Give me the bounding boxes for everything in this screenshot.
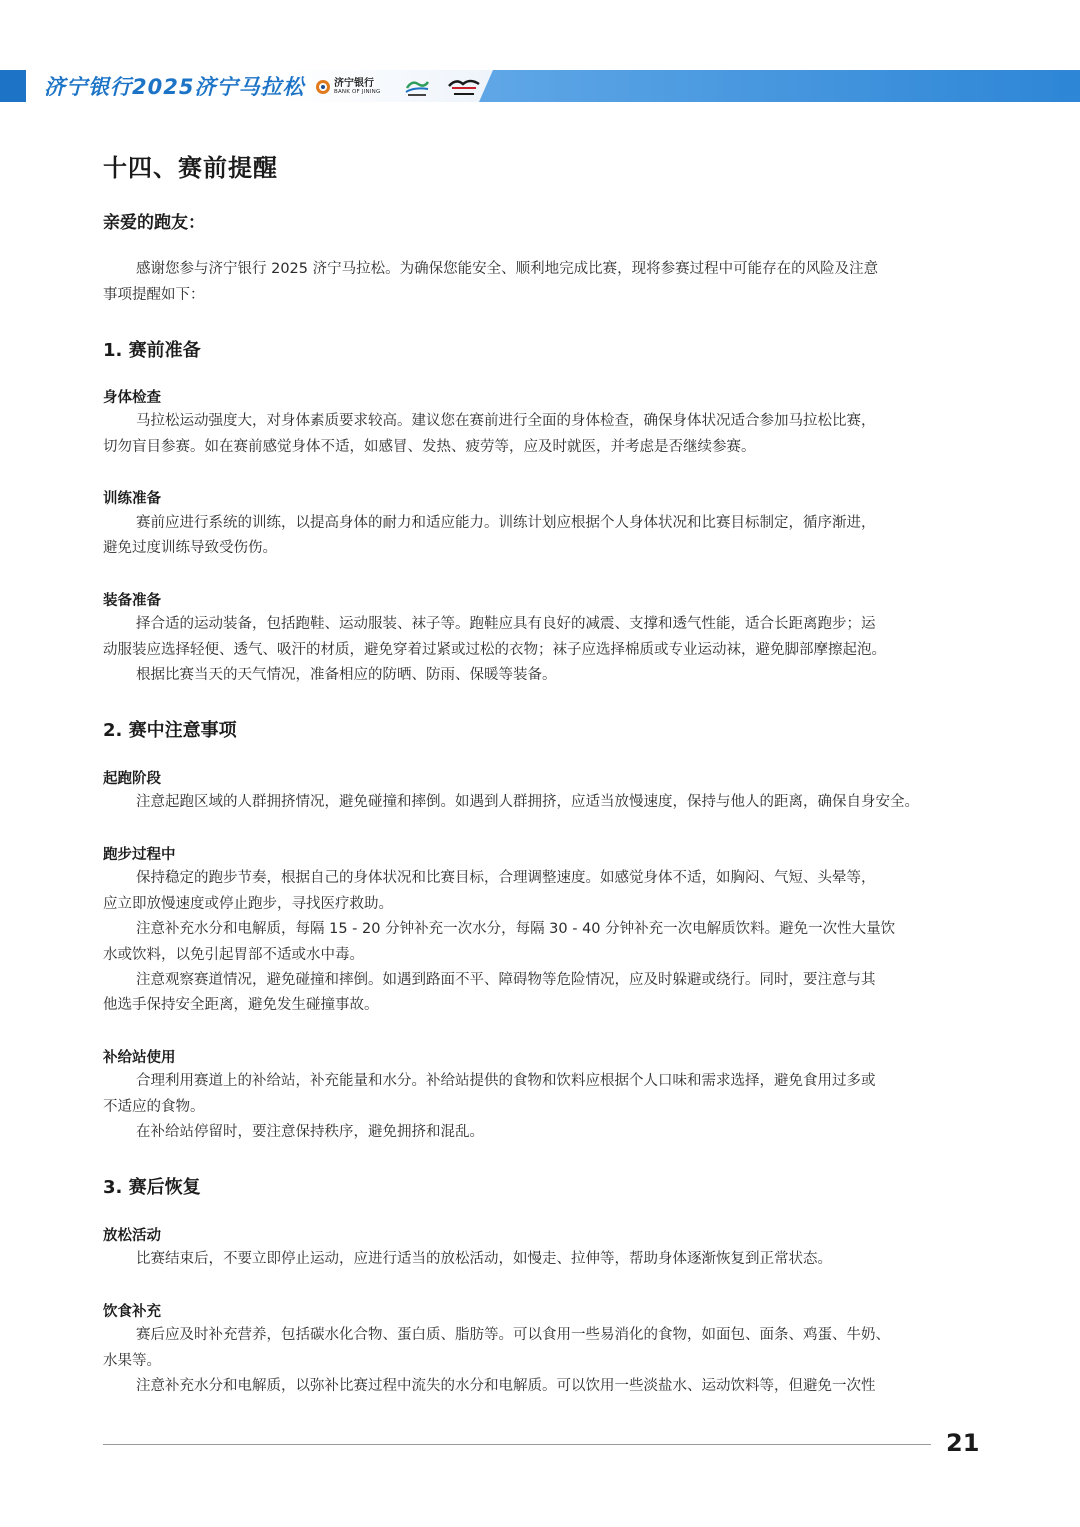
subsection-title: 补给站使用 — [103, 1050, 176, 1066]
paragraph-line: 保持稳定的跑步节奏，根据自己的身体状况和比赛目标，合理调整速度。如感觉身体不适，如胸闷、气短、头晕等， — [136, 870, 876, 886]
bank-logo — [316, 78, 386, 98]
subsection-title: 跑步过程中 — [103, 847, 176, 863]
subsection-title: 装备准备 — [103, 593, 161, 609]
paragraph-line: 马拉松运动强度大，对身体素质要求较高。建议您在赛前进行全面的身体检查，确保身体状况适合参加马拉松比赛， — [136, 413, 876, 429]
marathon-logo-icon — [446, 76, 482, 100]
intro-line: 事项提醒如下： — [103, 287, 205, 303]
paragraph-line: 他选手保持安全距离，避免发生碰撞事故。 — [103, 997, 379, 1013]
jining-tourism-logo-icon — [404, 76, 430, 100]
header-title: 济宁银行2025济宁马拉松 — [44, 75, 305, 99]
paragraph-line: 赛后应及时补充营养，包括碳水化合物、蛋白质、脂肪等。可以食用一些易消化的食物，如面包、面条、鸡蛋、牛奶、 — [136, 1327, 890, 1343]
paragraph-line: 避免过度训练导致受伤伤。 — [103, 540, 277, 556]
paragraph-line: 赛前应进行系统的训练，以提高身体的耐力和适应能力。训练计划应根据个人身体状况和比赛目标制定，循序渐进， — [136, 515, 876, 531]
paragraph-line: 注意补充水分和电解质，以弥补比赛过程中流失的水分和电解质。可以饮用一些淡盐水、运动饮料等，但避免一次性 — [136, 1378, 876, 1394]
bank-logo-cn: 济宁银行 — [334, 78, 374, 89]
subsection-title: 饮食补充 — [103, 1304, 161, 1320]
section-title: 1. 赛前准备 — [103, 340, 201, 361]
paragraph-line: 不适应的食物。 — [103, 1099, 205, 1115]
paragraph-line: 在补给站停留时，要注意保持秩序，避免拥挤和混乱。 — [136, 1124, 484, 1140]
subsection-title: 训练准备 — [103, 491, 161, 507]
paragraph-line: 比赛结束后，不要立即停止运动，应进行适当的放松活动，如慢走、拉伸等，帮助身体逐渐恢复到正常状态。 — [136, 1251, 832, 1267]
paragraph-line: 注意观察赛道情况，避免碰撞和摔倒。如遇到路面不平、障碍物等危险情况，应及时躲避或绕行。同时，要注意与其 — [136, 972, 876, 988]
paragraph-line: 水果等。 — [103, 1353, 161, 1369]
paragraph-line: 注意起跑区域的人群拥挤情况，避免碰撞和摔倒。如遇到人群拥挤，应适当放慢速度，保持与他人的距离，确保自身安全。 — [136, 794, 919, 810]
subsection-title: 起跑阶段 — [103, 771, 161, 787]
section-title: 2. 赛中注意事项 — [103, 720, 237, 741]
paragraph-line: 根据比赛当天的天气情况，准备相应的防晒、防雨、保暖等装备。 — [136, 667, 557, 683]
header-band-right — [493, 70, 1080, 102]
paragraph-line: 合理利用赛道上的补给站，补充能量和水分。补给站提供的食物和饮料应根据个人口味和需求选择，避免食用过多或 — [136, 1073, 876, 1089]
paragraph-line: 水或饮料，以免引起胃部不适或水中毒。 — [103, 947, 364, 963]
subsection-title: 身体检查 — [103, 390, 161, 406]
page-number: 21 — [946, 1429, 980, 1457]
intro-line: 感谢您参与济宁银行 2025 济宁马拉松。为确保您能安全、顺利地完成比赛，现将参赛过程中可能存在的风险及注意 — [136, 261, 879, 277]
paragraph-line: 应立即放慢速度或停止跑步，寻找医疗救助。 — [103, 896, 393, 912]
footer-rule — [103, 1444, 931, 1445]
paragraph-line: 动服装应选择轻便、透气、吸汗的材质，避免穿着过紧或过松的衣物；袜子应选择棉质或专业运动袜，避免脚部摩擦起泡。 — [103, 642, 886, 658]
section-title: 3. 赛后恢复 — [103, 1177, 201, 1198]
subsection-title: 放松活动 — [103, 1228, 161, 1244]
page-title: 十四、赛前提醒 — [103, 154, 278, 182]
paragraph-line: 注意补充水分和电解质，每隔 15 - 20 分钟补充一次水分，每隔 30 - 40 分钟补充一次电解质饮料。避免一次性大量饮 — [136, 921, 896, 937]
bank-logo-en: BANK OF JINING — [334, 89, 381, 95]
paragraph-line: 切勿盲目参赛。如在赛前感觉身体不适，如感冒、发热、疲劳等，应及时就医，并考虑是否继续参赛。 — [103, 439, 756, 455]
paragraph-line: 择合适的运动装备，包括跑鞋、运动服装、袜子等。跑鞋应具有良好的减震、支撑和透气性能，适合长距离跑步；运 — [136, 616, 876, 632]
greeting: 亲爱的跑友： — [103, 213, 205, 233]
bank-logo-icon — [316, 80, 330, 94]
